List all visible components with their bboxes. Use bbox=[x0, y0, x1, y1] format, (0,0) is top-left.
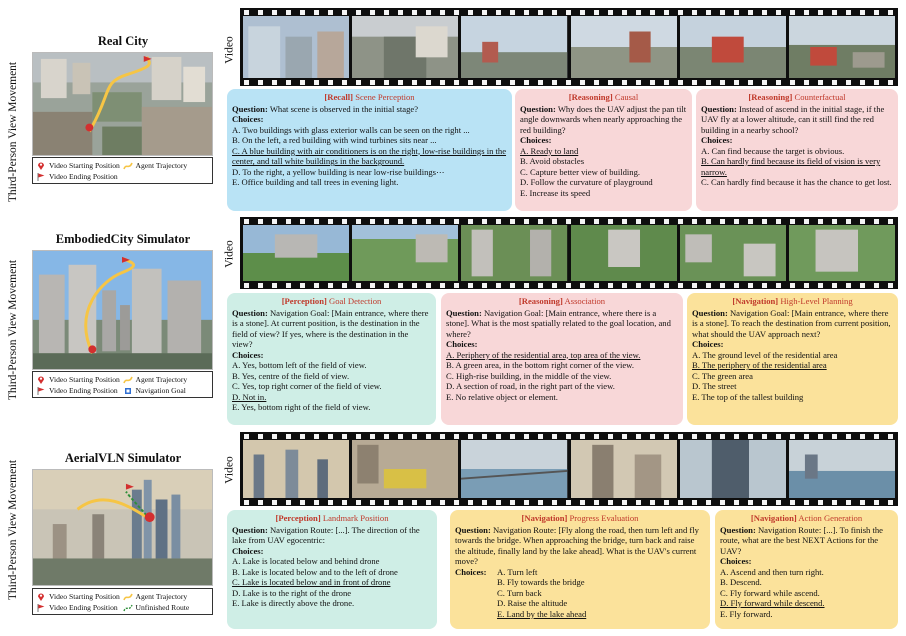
qbox-landmark-position bbox=[227, 510, 437, 629]
choice-a-correct: A. Ready to land bbox=[520, 145, 579, 156]
view-label-2: Third-Person View Movement bbox=[7, 259, 19, 401]
video-frame bbox=[789, 16, 895, 78]
choice-c: C. High-rise building, in the middle of the view. bbox=[446, 370, 612, 381]
aerialvln-image bbox=[32, 469, 213, 586]
choices-label: Choices: bbox=[446, 339, 478, 349]
video-frame bbox=[352, 225, 458, 281]
choice-c: C. Yes, top right corner of the field of view. bbox=[232, 381, 382, 391]
video-frame bbox=[461, 440, 567, 498]
qbox-title: [Perception] Landmark Position bbox=[275, 513, 389, 523]
video-frame bbox=[243, 225, 349, 281]
flag-icon bbox=[36, 386, 46, 396]
choice-e: E. Increase its speed bbox=[520, 187, 591, 198]
choice-e: E. Yes, bottom right of the field of view. bbox=[232, 402, 371, 412]
legend-trajectory: Agent Trajectory bbox=[123, 161, 210, 171]
trajectory-icon bbox=[123, 375, 133, 385]
flag-icon bbox=[36, 603, 46, 613]
choice-e: E. No relative object or element. bbox=[446, 391, 558, 402]
qbox-title: [Navigation] High-Level Planning bbox=[732, 296, 853, 306]
video-frame bbox=[352, 440, 458, 498]
choices-label: Choices: bbox=[232, 114, 264, 124]
choices-label: Choices: bbox=[701, 135, 733, 145]
video-frame bbox=[680, 16, 786, 78]
qbox-title: [Navigation] Action Generation bbox=[750, 513, 863, 523]
legend-start: Video Starting Position bbox=[36, 592, 123, 602]
qbox-high-level-planning bbox=[687, 293, 898, 425]
video-frame bbox=[571, 16, 677, 78]
choice-c: C. Turn back bbox=[497, 587, 542, 598]
location-pin-icon bbox=[36, 161, 46, 171]
choice-d: D. Lake is to the right of the drone bbox=[232, 587, 352, 598]
choice-e: E. The top of the tallest building bbox=[692, 391, 804, 402]
choices-label: Choices: bbox=[520, 135, 552, 145]
legend-goal: Navigation Goal bbox=[123, 386, 210, 396]
question-text: Question: Navigation Goal: [Main entrance, where there is a stone]. At current position, is the destination in the field of view? If yes, where is the destination in the view? bbox=[232, 307, 429, 349]
choice-b: B. Fly towards the bridge bbox=[497, 577, 585, 587]
choice-a: A. Two buildings with glass exterior walls can be seen on the right ... bbox=[232, 124, 470, 135]
choices-label: Choices: bbox=[232, 545, 264, 556]
location-pin-icon bbox=[36, 375, 46, 385]
video-frame bbox=[571, 225, 677, 281]
choice-a: A. Yes, bottom left of the field of view. bbox=[232, 360, 367, 370]
question-text: Question: What scene is observed in the initial stage? bbox=[232, 103, 419, 114]
choice-a: A. Ascend and then turn right. bbox=[720, 566, 824, 577]
video-frame bbox=[571, 440, 677, 498]
choice-c: C. The green area bbox=[692, 370, 753, 381]
choice-d-correct: D. Fly forward while descend. bbox=[720, 598, 825, 608]
qbox-causal bbox=[515, 89, 692, 211]
choice-c: C. Capture better view of building. bbox=[520, 166, 641, 177]
qbox-title: [Reasoning] Association bbox=[518, 296, 606, 306]
choice-a-correct: A. Periphery of the residential area, top area of the view. bbox=[446, 349, 641, 360]
choice-e-correct: E. Land by the lake ahead bbox=[497, 608, 587, 619]
choice-c: C. Fly forward while ascend. bbox=[720, 587, 820, 598]
real-city-image bbox=[32, 52, 213, 156]
video-frame bbox=[243, 440, 349, 498]
choice-d: D. Raise the altitude bbox=[497, 598, 568, 608]
choice-e: E. Lake is directly above the drone. bbox=[232, 598, 355, 608]
qbox-goal-detection bbox=[227, 293, 436, 425]
unfinished-route-icon bbox=[123, 603, 133, 613]
video-frame bbox=[680, 225, 786, 281]
trajectory-icon bbox=[123, 161, 133, 171]
video-frame bbox=[789, 440, 895, 498]
view-label-1: Third-Person View Movement bbox=[7, 61, 19, 203]
choice-d-correct: D. Not in. bbox=[232, 391, 267, 402]
legend-start: Video Starting Position bbox=[36, 375, 123, 385]
question-text: Question: Navigation Goal: [Main entrance, where there is a stone]. What is the most spatially related to the goal location, and where? bbox=[446, 307, 671, 339]
legend-end: Video Ending Position bbox=[36, 386, 123, 396]
question-text: Question: Instead of ascend in the initial stage, if the UAV fly at a lower altitude, can it still find the red building in a nearby school? bbox=[701, 103, 885, 135]
video-label-2: Video bbox=[224, 240, 237, 268]
video-frame bbox=[461, 16, 567, 78]
trajectory-icon bbox=[123, 592, 133, 602]
legend-3 bbox=[32, 588, 213, 615]
choices-label: Choices: bbox=[455, 566, 487, 577]
video-label-1: Video bbox=[224, 36, 237, 64]
legend-start: Video Starting Position bbox=[36, 161, 123, 171]
choices-label: Choices: bbox=[232, 349, 264, 360]
qbox-title: [Navigation] Progress Evaluation bbox=[521, 513, 639, 523]
question-text: Question: Navigation Goal: [Main entrance, where there is a stone]. To reach the destination from current position, what should the UAV approach next? bbox=[692, 307, 891, 339]
qbox-title: [Perception] Goal Detection bbox=[281, 296, 382, 306]
choice-e: E. Fly forward. bbox=[720, 608, 773, 619]
video-frame bbox=[243, 16, 349, 78]
choice-d: D. The street bbox=[692, 381, 737, 391]
choice-b: B. Yes, centre of the field of view. bbox=[232, 370, 350, 381]
video-frame bbox=[461, 225, 567, 281]
legend-unfinished: Unfinished Route bbox=[123, 603, 210, 613]
video-label-3: Video bbox=[224, 456, 237, 484]
choice-b: B. Avoid obstacles bbox=[520, 156, 585, 166]
choice-b: B. Lake is located below and to the left of drone bbox=[232, 566, 398, 577]
video-frame bbox=[352, 16, 458, 78]
qbox-title: [Reasoning] Counterfactual bbox=[748, 92, 846, 102]
video-filmstrip-2 bbox=[240, 217, 898, 289]
choice-c: C. Can hardly find because it has the chance to get lost. bbox=[701, 177, 892, 187]
qbox-progress-evaluation bbox=[450, 510, 710, 629]
qbox-title: [Reasoning] Causal bbox=[568, 92, 639, 102]
choices-label: Choices: bbox=[720, 556, 752, 566]
legend-trajectory: Agent Trajectory bbox=[123, 592, 210, 602]
video-filmstrip-3 bbox=[240, 432, 898, 506]
choice-a: A. Lake is located below and behind drone bbox=[232, 556, 380, 566]
choice-c-correct: C. Lake is located below and in front of drone bbox=[232, 577, 391, 587]
choice-c-correct: C. A blue building with air conditioners is on the right, low-rise buildings in the center, and tall white buildings in the background. bbox=[232, 145, 507, 166]
choice-a: A. Can find because the target is obvious. bbox=[701, 145, 845, 156]
legend-2 bbox=[32, 371, 213, 398]
location-pin-icon bbox=[36, 592, 46, 602]
question-text: Question: Navigation Route: [...]. The direction of the lake from UAV egocentric: bbox=[232, 524, 420, 545]
question-text: Question: Navigation Route: [Fly along the road, then turn left and fly towards the bridge. When approaching the bridge, turn back and raise the altitude, finally land by the lake ahead]. What is the UAV's current move? bbox=[455, 524, 699, 566]
navigation-goal-icon bbox=[123, 386, 133, 396]
legend-1 bbox=[32, 157, 213, 184]
qbox-association bbox=[441, 293, 683, 425]
choice-b: B. On the left, a red building with wind turbines sits near ... bbox=[232, 135, 437, 145]
video-filmstrip-1 bbox=[240, 8, 898, 86]
choice-b-correct: B. Can hardly find because its field of vision is very narrow. bbox=[701, 156, 881, 177]
choice-b: B. Descend. bbox=[720, 577, 762, 587]
legend-end: Video Ending Position bbox=[36, 172, 123, 182]
flag-icon bbox=[36, 172, 46, 182]
video-frame bbox=[680, 440, 786, 498]
legend-end: Video Ending Position bbox=[36, 603, 123, 613]
choice-e: E. Office building and tall trees in evening light. bbox=[232, 177, 399, 187]
qbox-action-generation bbox=[715, 510, 898, 629]
choice-d: D. Follow the curvature of playground bbox=[520, 177, 653, 187]
qbox-scene-perception bbox=[227, 89, 512, 211]
choice-a: A. Turn left bbox=[497, 566, 538, 577]
choice-d: D. To the right, a yellow building is near low-rise buildings⋯ bbox=[232, 166, 445, 177]
view-label-3: Third-Person View Movement bbox=[7, 459, 19, 601]
scene-title-aerialvln: AerialVLN Simulator bbox=[64, 451, 182, 465]
scene-title-embodiedcity: EmbodiedCity Simulator bbox=[55, 232, 191, 246]
choice-a: A. The ground level of the residential area bbox=[692, 349, 838, 360]
qbox-title: [Recall] Scene Perception bbox=[324, 92, 415, 102]
choice-b: B. A green area, in the bottom right corner of the view. bbox=[446, 360, 634, 370]
choice-b-correct: B. The periphery of the residential area bbox=[692, 360, 827, 370]
question-text: Question: Navigation Route: [...]. To finish the route, what are the best NEXT Actions for the UAV? bbox=[720, 524, 883, 556]
legend-trajectory: Agent Trajectory bbox=[123, 375, 210, 385]
choices-label: Choices: bbox=[692, 339, 724, 349]
choice-d: D. A section of road, in the right part of the view. bbox=[446, 381, 615, 391]
scene-title-real-city: Real City bbox=[97, 34, 149, 48]
video-frame bbox=[789, 225, 895, 281]
question-text: Question: Why does the UAV adjust the pan tilt angle downwards when nearly approaching the red building? bbox=[520, 103, 687, 135]
qbox-counterfactual bbox=[696, 89, 898, 211]
embodiedcity-image bbox=[32, 250, 213, 370]
